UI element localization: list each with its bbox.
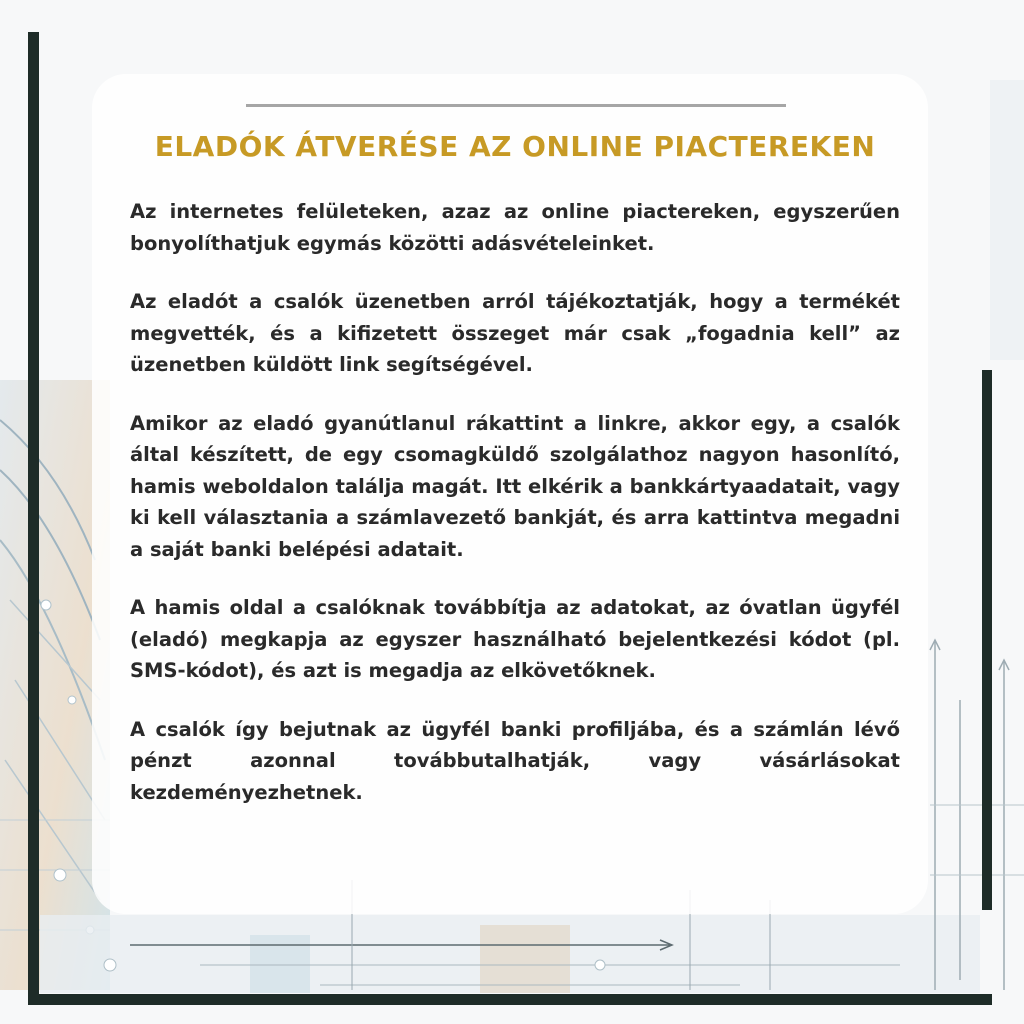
paragraph-1: Az internetes felületeken, azaz az online piactereken, egyszerűen bonyolíthatjuk egymás közötti adásvételeinket. bbox=[130, 200, 900, 255]
article-body bbox=[130, 196, 900, 835]
paragraph-3: Amikor az eladó gyanútlanul rákattint a linkre, akkor egy, a csalók által készített, de egy csomagküldő szolgálathoz nagyon hasonlító, hamis weboldalon találja magát. Itt elkérik a bankkártyaadatait, vagy ki kell választania a számlavezető bankját, és arra kattintva megadni a saját banki belépési adatait. bbox=[130, 411, 901, 561]
frame-left-bar bbox=[28, 32, 39, 1004]
paragraph-4: A hamis oldal a csalóknak továbbítja az adatokat, az óvatlan ügyfél (eladó) megkapja az egyszer használható bejelentkezési kódot (pl. SMS-kódot), és azt is megadja az elkövetőknek. bbox=[130, 596, 900, 682]
paragraph-2: Az eladót a csalók üzenetben arról tájékoztatják, hogy a termékét megvették, és a kifizetett összeget már csak „fogadnia kell” az üzenetben küldött link segítségével. bbox=[130, 290, 900, 376]
page-title: ELADÓK ÁTVERÉSE AZ ONLINE PIACTEREKEN bbox=[154, 130, 876, 163]
frame-right-bar bbox=[982, 370, 992, 910]
paragraph-5: A csalók így bejutnak az ügyfél banki profiljába, és a számlán lévő pénzt azonnal továbbutalhatják, vagy vásárlásokat kezdeményezhetnek. bbox=[130, 717, 900, 804]
frame-bottom-bar bbox=[28, 994, 992, 1005]
title-divider bbox=[246, 104, 786, 107]
